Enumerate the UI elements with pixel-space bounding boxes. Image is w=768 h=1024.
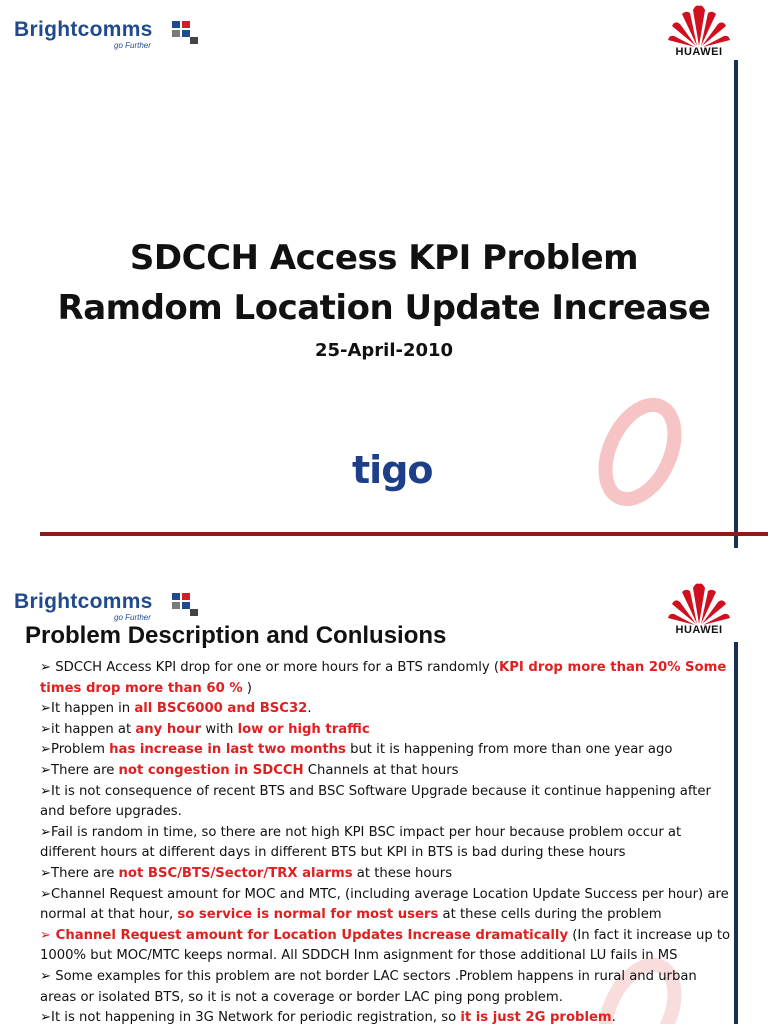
brightcomms-squares-icon <box>172 593 198 617</box>
bullet-text: ) <box>242 680 252 696</box>
huawei-petal-icon <box>666 582 732 626</box>
brightcomms-squares-icon <box>172 21 198 45</box>
bullet-highlight: has increase in last two months <box>109 742 346 758</box>
bullet-text: ➢ Some examples for this problem are not border LAC sectors .Problem happens in rural and urban areas or isolated BTS, so it is not a coverage or border LAC ping pong problem. <box>40 968 697 1005</box>
bullet-highlight: so service is normal for most users <box>177 907 439 923</box>
bullet-item <box>40 782 735 823</box>
bullet-highlight: not congestion in SDCCH <box>118 762 304 778</box>
tigo-logo: tigo <box>352 448 433 492</box>
bullet-highlight: any hour <box>135 721 202 737</box>
bullet-item <box>40 823 735 864</box>
brightcomms-wordmark: Brightcomms <box>14 18 153 41</box>
bullet-text: ➢There are <box>40 762 119 778</box>
brightcomms-logo <box>14 18 189 50</box>
bullet-text: with <box>201 721 238 737</box>
huawei-wordmark: HUAWEI <box>675 46 723 58</box>
bullet-text: at these cells during the problem <box>438 907 662 923</box>
bullet-text: ➢It is not consequence of recent BTS and BSC Software Upgrade because it continue happening after and before upgrades. <box>40 783 711 820</box>
slide-date: 25-April-2010 <box>314 340 454 361</box>
bullet-item <box>40 1008 735 1024</box>
bullet-item <box>40 967 735 1008</box>
bullet-item <box>40 699 735 720</box>
bullet-highlight: all BSC6000 and BSC32 <box>134 701 308 717</box>
bullet-highlight: low or high traffic <box>237 721 370 737</box>
brightcomms-tagline: go Further <box>114 613 151 622</box>
brightcomms-tagline: go Further <box>114 41 151 50</box>
huawei-logo <box>666 4 746 68</box>
bullet-item <box>40 761 735 782</box>
bullet-text: ➢Fail is random in time, so there are not high KPI BSC impact per hour because problem occur at different hours at different days in different BTS but KPI in BTS is bad during these hours <box>40 824 682 861</box>
bullet-text: (In fact it increase up to 1000% but MOC/MTC keeps normal. All SDDCH Inm asignment for those additional LU fails in MS <box>40 927 731 964</box>
bullet-text: . <box>611 1010 616 1024</box>
bullet-highlight: not BSC/BTS/Sector/TRX alarms <box>118 865 353 881</box>
huawei-petal-icon <box>666 4 732 48</box>
bullet-text: ➢it happen at <box>40 721 136 737</box>
bullet-item <box>40 885 735 926</box>
bullet-item <box>40 740 735 761</box>
horizontal-divider <box>40 532 768 536</box>
bullet-text: ➢Channel Request amount for MOC and MTC, (including average Location Update Success per hour) are normal at that hour, <box>40 886 729 923</box>
slide-title-line2: Ramdom Location Update Increase <box>57 288 711 328</box>
slide-title: Problem Description and Conlusions <box>25 622 447 649</box>
bullet-item <box>40 720 735 741</box>
huawei-wordmark: HUAWEI <box>675 624 723 636</box>
bullet-list <box>40 658 735 1024</box>
watermark-swirl-icon <box>585 390 695 510</box>
bullet-text: . <box>307 701 312 717</box>
bullet-text: ➢It is not happening in 3G Network for periodic registration, so <box>40 1010 461 1024</box>
bullet-text: ➢Problem <box>40 742 110 758</box>
bullet-item <box>40 658 735 699</box>
bullet-text: but it is happening from more than one year ago <box>345 742 673 758</box>
slide-separator <box>0 548 768 560</box>
bullet-highlight: it is just 2G problem <box>460 1010 612 1024</box>
bullet-text: ➢There are <box>40 865 119 881</box>
slide-title-line1: SDCCH Access KPI Problem <box>129 238 639 278</box>
huawei-logo <box>666 582 746 646</box>
bullet-item <box>40 926 735 967</box>
bullet-text: Channels at that hours <box>303 762 459 778</box>
content-slide <box>0 560 768 1024</box>
bullet-item <box>40 864 735 885</box>
bullet-text: at these hours <box>352 865 453 881</box>
bullet-text: ➢ SDCCH Access KPI drop for one or more hours for a BTS randomly ( <box>40 660 500 675</box>
bullet-highlight: KPI drop more than 20% Some times drop more than 60 % <box>40 660 727 696</box>
brightcomms-wordmark: Brightcomms <box>14 590 153 613</box>
bullet-highlight: ➢ Channel Request amount for Location Updates Increase dramatically <box>40 927 569 943</box>
brightcomms-logo <box>14 590 189 622</box>
bullet-text: ➢It happen in <box>40 701 135 717</box>
